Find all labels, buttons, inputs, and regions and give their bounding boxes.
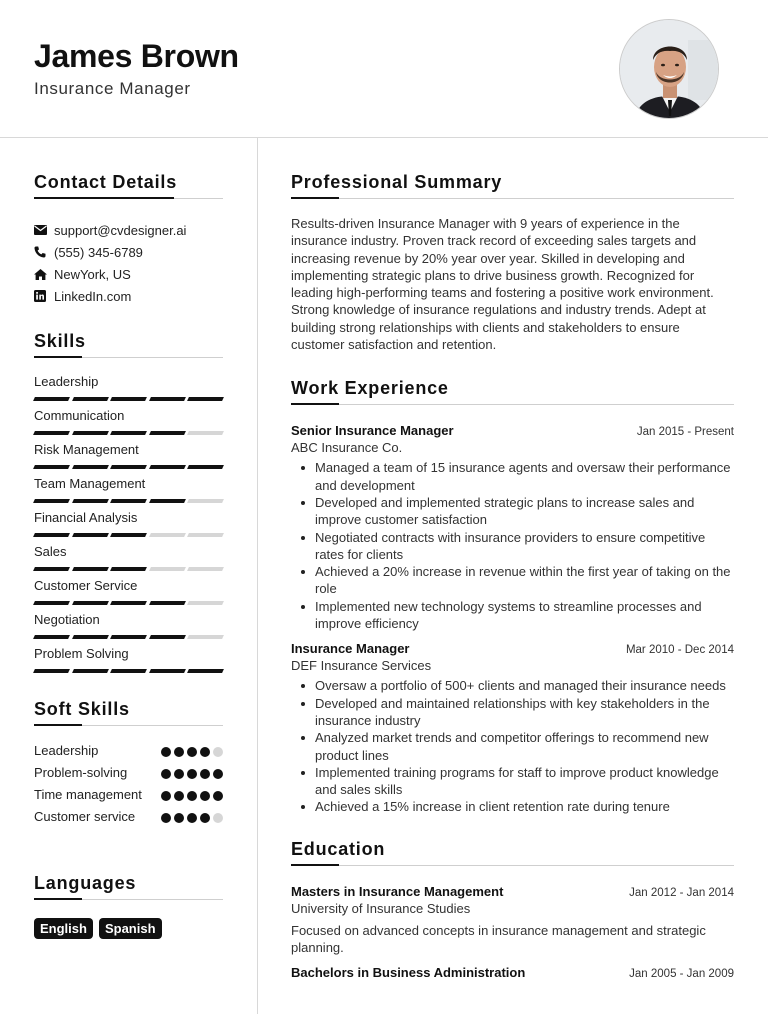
soft-skills-section bbox=[34, 699, 223, 826]
job-bullet: Analyzed market trends and competitor offerings to recommend new product lines bbox=[315, 729, 734, 764]
education-section-title: Education bbox=[291, 838, 386, 859]
soft-skill-name: Time management bbox=[34, 787, 142, 802]
soft-skill-rating bbox=[161, 791, 223, 801]
job-header bbox=[291, 641, 734, 656]
section-rule bbox=[291, 865, 734, 866]
skill-level-segment bbox=[149, 567, 185, 571]
skill-level-segment bbox=[110, 465, 146, 469]
skill-level-segment bbox=[72, 601, 108, 605]
skill-level-segment bbox=[187, 465, 223, 469]
job-bullet: Implemented training programs for staff to improve product knowledge and sales skills bbox=[315, 764, 734, 799]
skill-level-segment bbox=[72, 635, 108, 639]
candidate-title: Insurance Manager bbox=[34, 79, 191, 98]
soft-skill-item bbox=[34, 764, 223, 782]
summary-section-title: Professional Summary bbox=[291, 172, 503, 192]
contact-email-text: support@cvdesigner.ai bbox=[54, 222, 187, 238]
summary-section bbox=[291, 172, 734, 353]
job-bullets bbox=[291, 459, 734, 632]
skill-level-segment bbox=[187, 499, 223, 503]
skill-level-segment bbox=[72, 465, 108, 469]
skill-level-segment bbox=[149, 431, 185, 435]
rating-dot bbox=[213, 791, 223, 801]
rating-dot bbox=[161, 769, 171, 779]
skill-level-segment bbox=[72, 669, 108, 673]
rating-dot bbox=[187, 769, 197, 779]
rating-dot bbox=[187, 813, 197, 823]
job-entry bbox=[291, 641, 734, 815]
contact-email[interactable] bbox=[34, 219, 223, 241]
education-section bbox=[291, 839, 734, 981]
job-dates: Mar 2010 - Dec 2014 bbox=[625, 644, 734, 657]
profile-photo bbox=[619, 19, 719, 119]
contact-phone[interactable] bbox=[34, 241, 223, 263]
candidate-name: James Brown bbox=[34, 38, 239, 74]
job-bullet: Achieved a 20% increase in revenue within the first year of taking on the role bbox=[315, 563, 734, 598]
skill-level-segment bbox=[72, 397, 108, 401]
skill-level-bar bbox=[34, 635, 223, 639]
job-header bbox=[291, 423, 734, 438]
section-rule bbox=[34, 198, 223, 199]
skill-level-segment bbox=[33, 567, 69, 571]
soft-skill-rating bbox=[161, 769, 223, 779]
contact-section-title: Contact Details bbox=[34, 172, 178, 192]
skill-level-segment bbox=[187, 567, 223, 571]
job-bullets bbox=[291, 677, 734, 815]
skill-level-segment bbox=[33, 669, 69, 673]
skill-level-segment bbox=[33, 601, 69, 605]
education-description: Focused on advanced concepts in insurance management and strategic planning. bbox=[291, 922, 706, 956]
job-bullet: Implemented new technology systems to streamline processes and improve efficiency bbox=[315, 598, 734, 633]
linkedin-icon bbox=[34, 290, 54, 302]
job-company: ABC Insurance Co. bbox=[291, 440, 403, 456]
skill-level-segment bbox=[110, 499, 146, 503]
job-bullet: Managed a team of 15 insurance agents and oversaw their performance and development bbox=[315, 459, 734, 494]
skill-item bbox=[34, 543, 223, 571]
rating-dot bbox=[200, 747, 210, 757]
job-title: Senior Insurance Manager bbox=[291, 423, 454, 439]
job-bullet: Achieved a 15% increase in client retention rate during tenure bbox=[315, 798, 734, 815]
rating-dot bbox=[174, 747, 184, 757]
job-title: Insurance Manager bbox=[291, 641, 410, 657]
skill-level-bar bbox=[34, 601, 223, 605]
languages-section-title: Languages bbox=[34, 873, 137, 893]
home-icon bbox=[34, 269, 54, 280]
skill-item bbox=[34, 407, 223, 435]
skill-level-segment bbox=[149, 669, 185, 673]
skill-level-segment bbox=[110, 601, 146, 605]
rating-dot bbox=[213, 769, 223, 779]
soft-skills-section-title: Soft Skills bbox=[34, 699, 130, 719]
skill-level-segment bbox=[149, 601, 185, 605]
education-degree: Masters in Insurance Management bbox=[291, 883, 504, 899]
education-degree: Bachelors in Business Administration bbox=[291, 965, 526, 981]
section-rule bbox=[34, 725, 223, 726]
language-tag: English bbox=[34, 918, 93, 939]
skill-name: Negotiation bbox=[34, 612, 100, 627]
contact-phone-text: (555) 345-6789 bbox=[54, 244, 143, 260]
skill-level-bar bbox=[34, 669, 223, 673]
rating-dot bbox=[213, 747, 223, 757]
skill-level-segment bbox=[110, 533, 146, 537]
skill-item bbox=[34, 373, 223, 401]
rating-dot bbox=[187, 791, 197, 801]
rating-dot bbox=[161, 791, 171, 801]
job-dates: Jan 2015 - Present bbox=[636, 426, 734, 439]
skill-name: Customer Service bbox=[34, 578, 138, 593]
skill-name: Financial Analysis bbox=[34, 510, 138, 525]
soft-skill-name: Customer service bbox=[34, 809, 136, 824]
skill-level-bar bbox=[34, 465, 223, 469]
rating-dot bbox=[200, 813, 210, 823]
skill-name: Problem Solving bbox=[34, 646, 129, 661]
skill-level-segment bbox=[72, 431, 108, 435]
rating-dot bbox=[174, 813, 184, 823]
skill-name: Communication bbox=[34, 408, 125, 423]
contact-location bbox=[34, 263, 223, 285]
skill-level-segment bbox=[33, 499, 69, 503]
skill-item bbox=[34, 645, 223, 673]
skill-level-segment bbox=[72, 567, 108, 571]
skill-level-segment bbox=[187, 601, 223, 605]
education-dates: Jan 2012 - Jan 2014 bbox=[629, 886, 734, 899]
education-entry bbox=[291, 965, 734, 980]
soft-skill-rating bbox=[161, 747, 223, 757]
education-dates: Jan 2005 - Jan 2009 bbox=[629, 968, 734, 981]
skill-level-segment bbox=[187, 431, 223, 435]
rating-dot bbox=[161, 813, 171, 823]
skill-item bbox=[34, 577, 223, 605]
skill-level-bar bbox=[34, 533, 223, 537]
skill-level-segment bbox=[187, 533, 223, 537]
rating-dot bbox=[213, 813, 223, 823]
contact-section bbox=[34, 172, 223, 307]
skill-name: Sales bbox=[34, 544, 67, 559]
skill-name: Leadership bbox=[34, 374, 99, 389]
experience-section-title: Work Experience bbox=[291, 378, 449, 399]
soft-skill-item bbox=[34, 786, 223, 804]
skill-item bbox=[34, 509, 223, 537]
skill-level-segment bbox=[110, 669, 146, 673]
skill-level-bar bbox=[34, 431, 223, 435]
column-divider bbox=[257, 138, 258, 1014]
section-rule bbox=[291, 404, 734, 405]
skill-level-segment bbox=[149, 635, 185, 639]
contact-linkedin[interactable] bbox=[34, 285, 223, 307]
rating-dot bbox=[187, 747, 197, 757]
languages-section bbox=[34, 873, 223, 939]
soft-skill-name: Problem-solving bbox=[34, 765, 128, 780]
contact-linkedin-text: LinkedIn.com bbox=[54, 288, 132, 304]
skill-level-segment bbox=[110, 635, 146, 639]
skill-level-segment bbox=[149, 533, 185, 537]
rating-dot bbox=[200, 791, 210, 801]
phone-icon bbox=[34, 246, 54, 258]
job-bullet: Oversaw a portfolio of 500+ clients and managed their insurance needs bbox=[315, 677, 734, 694]
skill-level-bar bbox=[34, 397, 223, 401]
rating-dot bbox=[174, 769, 184, 779]
sidebar bbox=[34, 172, 223, 939]
skill-level-segment bbox=[149, 499, 185, 503]
skill-level-segment bbox=[33, 431, 69, 435]
experience-section bbox=[291, 378, 734, 815]
job-bullet: Developed and implemented strategic plans to increase sales and improve customer satisfaction bbox=[315, 494, 734, 529]
job-bullet: Developed and maintained relationships with key stakeholders in the insurance industry bbox=[315, 695, 734, 730]
skills-section bbox=[34, 331, 223, 673]
skill-name: Team Management bbox=[34, 476, 146, 491]
job-entry bbox=[291, 423, 734, 632]
rating-dot bbox=[200, 769, 210, 779]
skill-level-segment bbox=[110, 567, 146, 571]
skill-level-segment bbox=[33, 465, 69, 469]
skill-level-bar bbox=[34, 499, 223, 503]
soft-skill-item bbox=[34, 742, 223, 760]
skill-level-segment bbox=[149, 465, 185, 469]
skill-level-segment bbox=[33, 635, 69, 639]
skill-name: Risk Management bbox=[34, 442, 139, 457]
skill-level-segment bbox=[149, 397, 185, 401]
skill-level-segment bbox=[110, 431, 146, 435]
education-entry bbox=[291, 884, 734, 957]
skill-item bbox=[34, 611, 223, 639]
job-bullet: Negotiated contracts with insurance providers to ensure competitive rates for clients bbox=[315, 529, 734, 564]
rating-dot bbox=[161, 747, 171, 757]
skill-item bbox=[34, 441, 223, 469]
soft-skill-item bbox=[34, 808, 223, 826]
skill-level-segment bbox=[187, 669, 223, 673]
section-rule bbox=[291, 198, 734, 199]
skill-level-segment bbox=[72, 499, 108, 503]
language-tag: Spanish bbox=[99, 918, 162, 939]
skill-level-bar bbox=[34, 567, 223, 571]
resume-header bbox=[0, 0, 768, 138]
skill-item bbox=[34, 475, 223, 503]
rating-dot bbox=[174, 791, 184, 801]
skill-level-segment bbox=[33, 533, 69, 537]
skill-level-segment bbox=[72, 533, 108, 537]
skills-section-title: Skills bbox=[34, 331, 86, 351]
section-rule bbox=[34, 357, 223, 358]
skill-level-segment bbox=[187, 397, 223, 401]
education-school: University of Insurance Studies bbox=[291, 900, 471, 916]
soft-skill-rating bbox=[161, 813, 223, 823]
summary-text: Results-driven Insurance Manager with 9 years of experience in the insurance industry. Proven track record of exceeding sales targets and increasing revenue by 20% year over year. Skilled in developing and implementing strategic plans to drive business growth. Recognized for leading high-performing teams and fostering a positive work environment. Strong knowledge of insurance regulations and industry trends. Adept at building strong relationships with clients and stakeholders to ensure customer satisfaction and retention. bbox=[291, 216, 714, 353]
skill-level-segment bbox=[33, 397, 69, 401]
envelope-icon bbox=[34, 225, 54, 235]
section-rule bbox=[34, 899, 223, 900]
contact-location-text: NewYork, US bbox=[54, 266, 131, 282]
soft-skill-name: Leadership bbox=[34, 743, 99, 758]
job-company: DEF Insurance Services bbox=[291, 658, 432, 674]
skill-level-segment bbox=[187, 635, 223, 639]
skill-level-segment bbox=[110, 397, 146, 401]
main-column bbox=[291, 172, 734, 980]
